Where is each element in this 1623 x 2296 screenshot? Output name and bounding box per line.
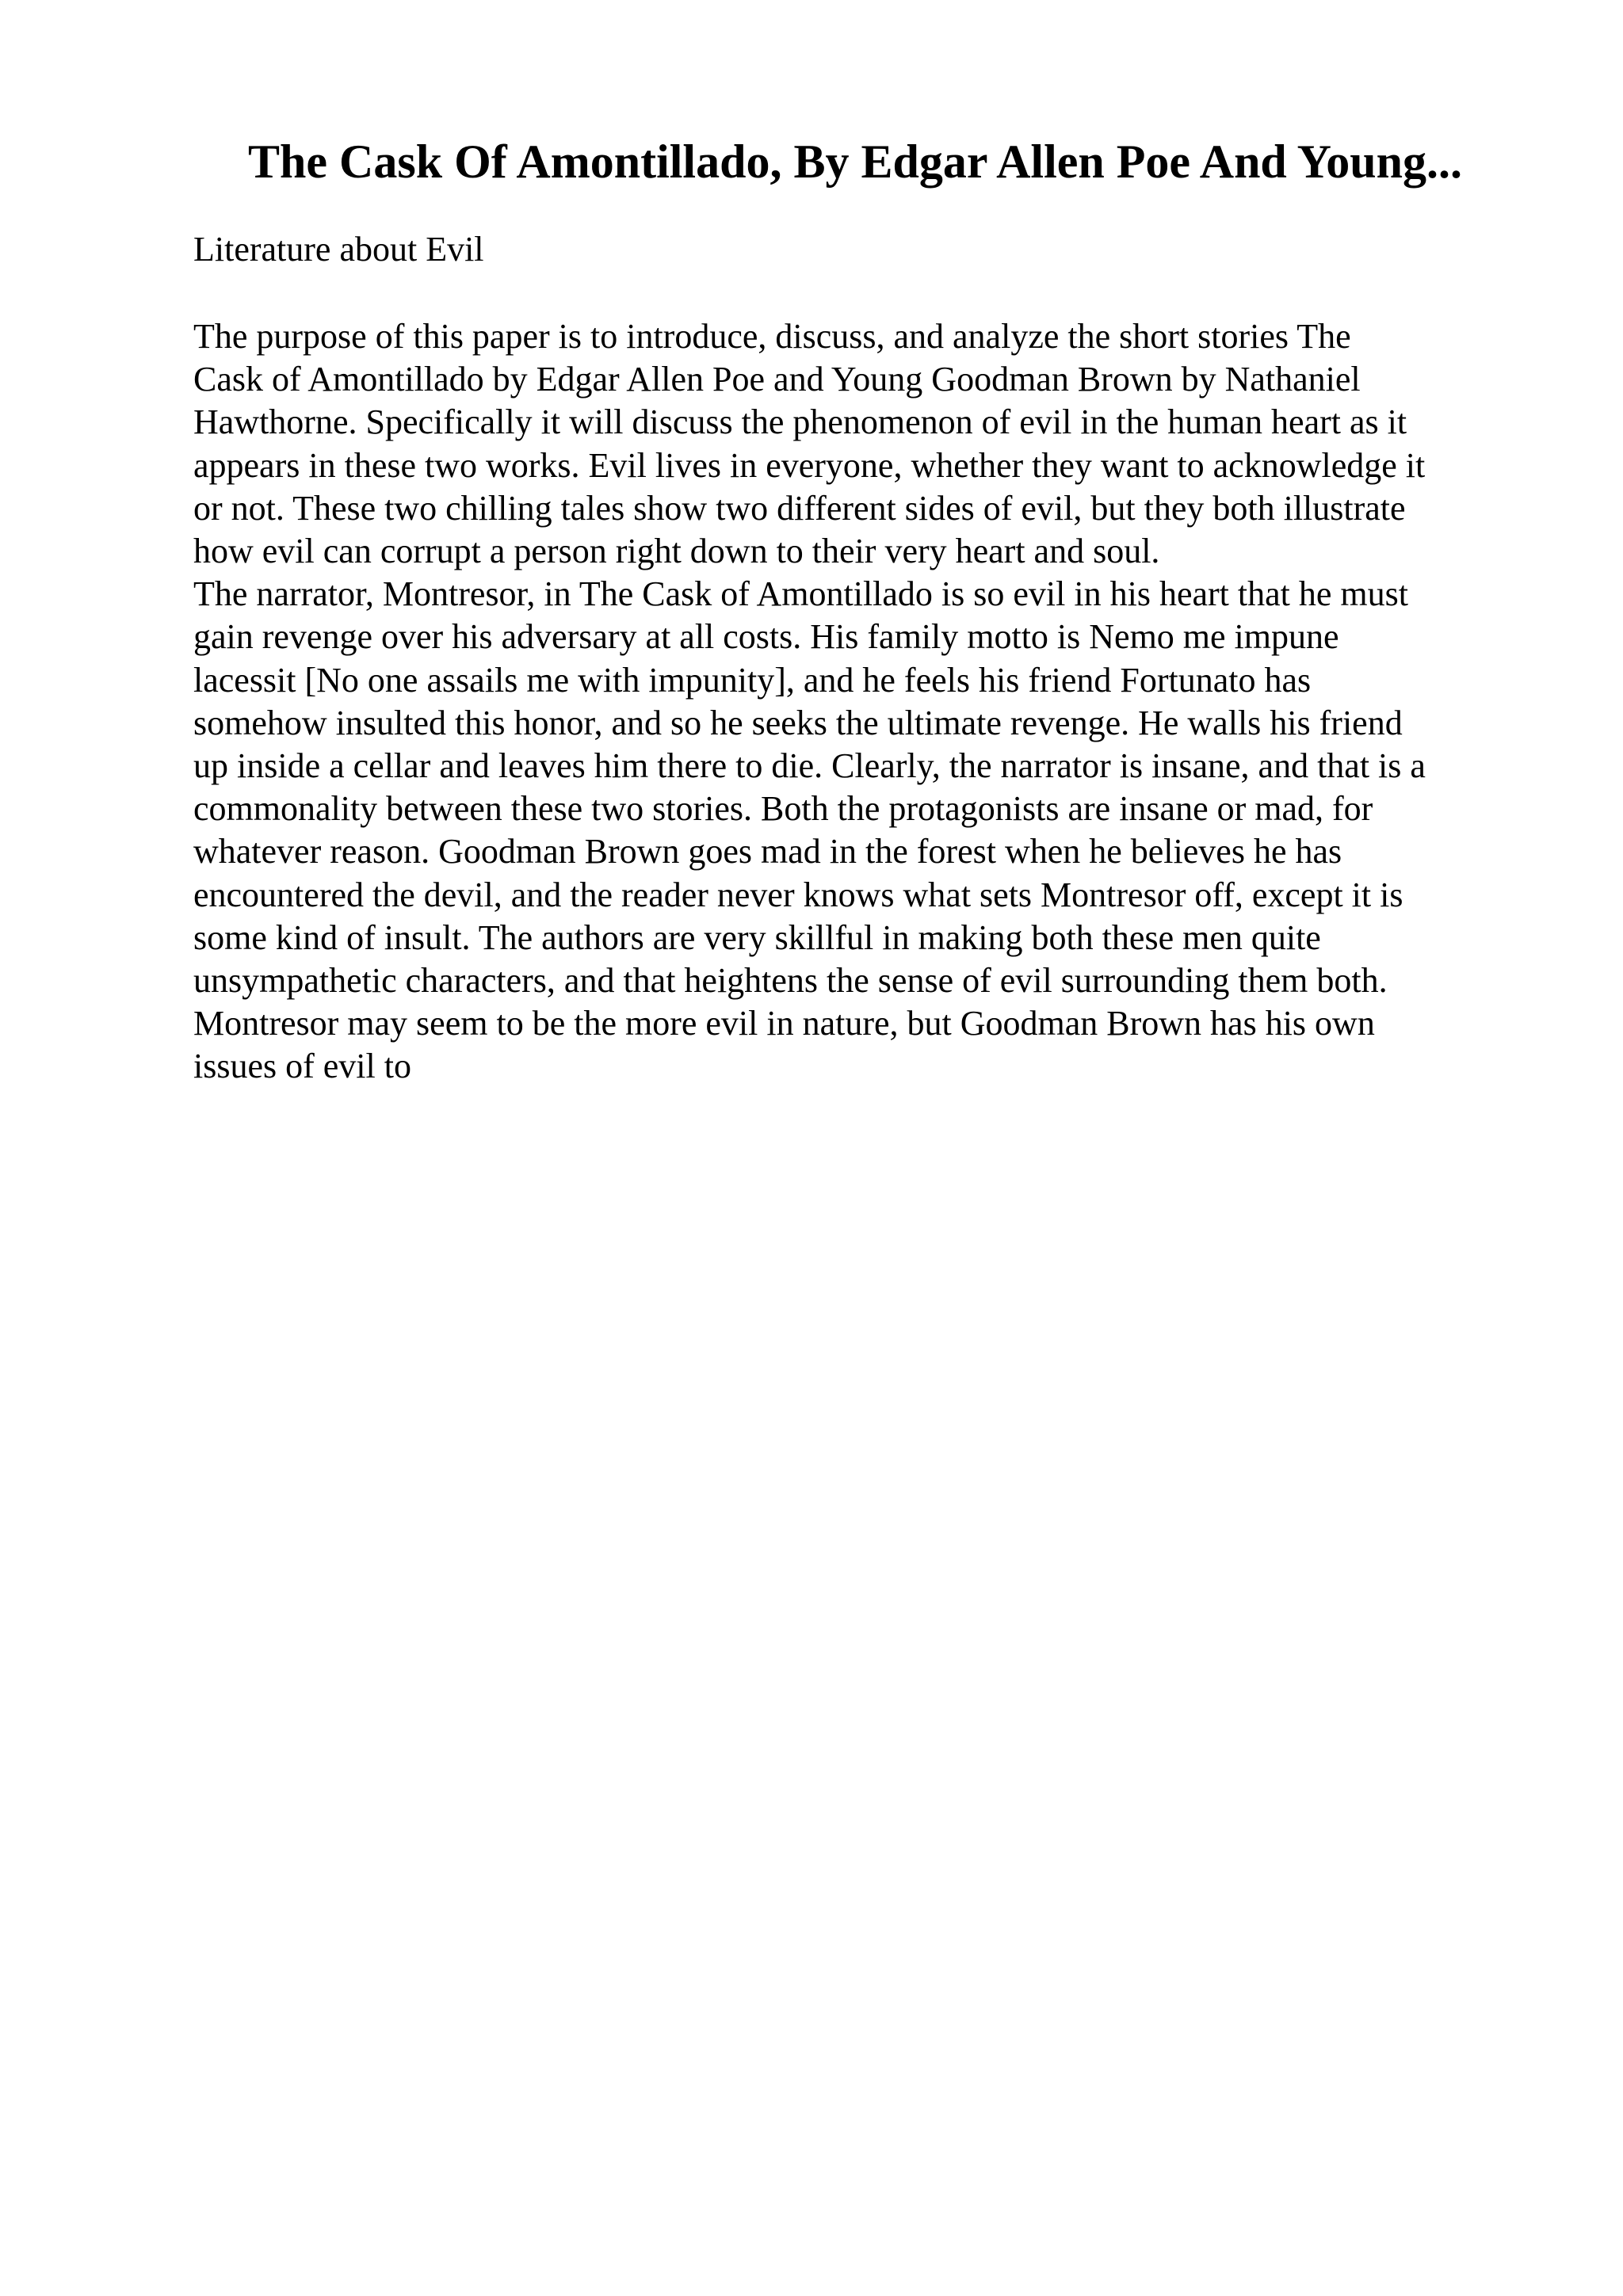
document-body xyxy=(193,315,1604,1089)
body-line: encountered the devil, and the reader never knows what sets Montresor off, except it is xyxy=(193,875,1403,914)
body-line: The narrator, Montresor, in The Cask of Amontillado is so evil in his heart that he must xyxy=(193,574,1408,614)
body-line: some kind of insult. The authors are very skillful in making both these men quite xyxy=(193,917,1321,957)
body-line: up inside a cellar and leaves him there to die. Clearly, the narrator is insane, and that is a xyxy=(193,746,1426,786)
body-line: Cask of Amontillado by Edgar Allen Poe and Young Goodman Brown by Nathaniel xyxy=(193,360,1361,399)
body-line: somehow insulted this honor, and so he seeks the ultimate revenge. He walls his friend xyxy=(193,703,1403,742)
body-line: whatever reason. Goodman Brown goes mad in the forest when he believes he has xyxy=(193,832,1342,871)
body-line: unsympathetic characters, and that heightens the sense of evil surrounding them both. xyxy=(193,961,1388,1001)
body-line: gain revenge over his adversary at all costs. His family motto is Nemo me impune xyxy=(193,617,1339,657)
body-line: how evil can corrupt a person right down to their very heart and soul. xyxy=(193,532,1160,571)
body-line: Montresor may seem to be the more evil in nature, but Goodman Brown has his own xyxy=(193,1004,1375,1043)
document-title: The Cask Of Amontillado, By Edgar Allen Poe And Young... xyxy=(248,135,1462,188)
body-line: or not. These two chilling tales show two different sides of evil, but they both illustrate xyxy=(193,488,1406,528)
body-line: lacessit [No one assails me with impunity], and he feels his friend Fortunato has xyxy=(193,660,1312,700)
document-subtitle: Literature about Evil xyxy=(193,230,484,269)
body-line: The purpose of this paper is to introduce, discuss, and analyze the short stories The xyxy=(193,317,1351,356)
body-line: issues of evil to xyxy=(193,1047,411,1086)
body-line: appears in these two works. Evil lives in everyone, whether they want to acknowledge it xyxy=(193,445,1426,485)
body-line: Hawthorne. Specifically it will discuss the phenomenon of evil in the human heart as it xyxy=(193,402,1407,442)
body-line: commonality between these two stories. Both the protagonists are insane or mad, for xyxy=(193,789,1373,829)
